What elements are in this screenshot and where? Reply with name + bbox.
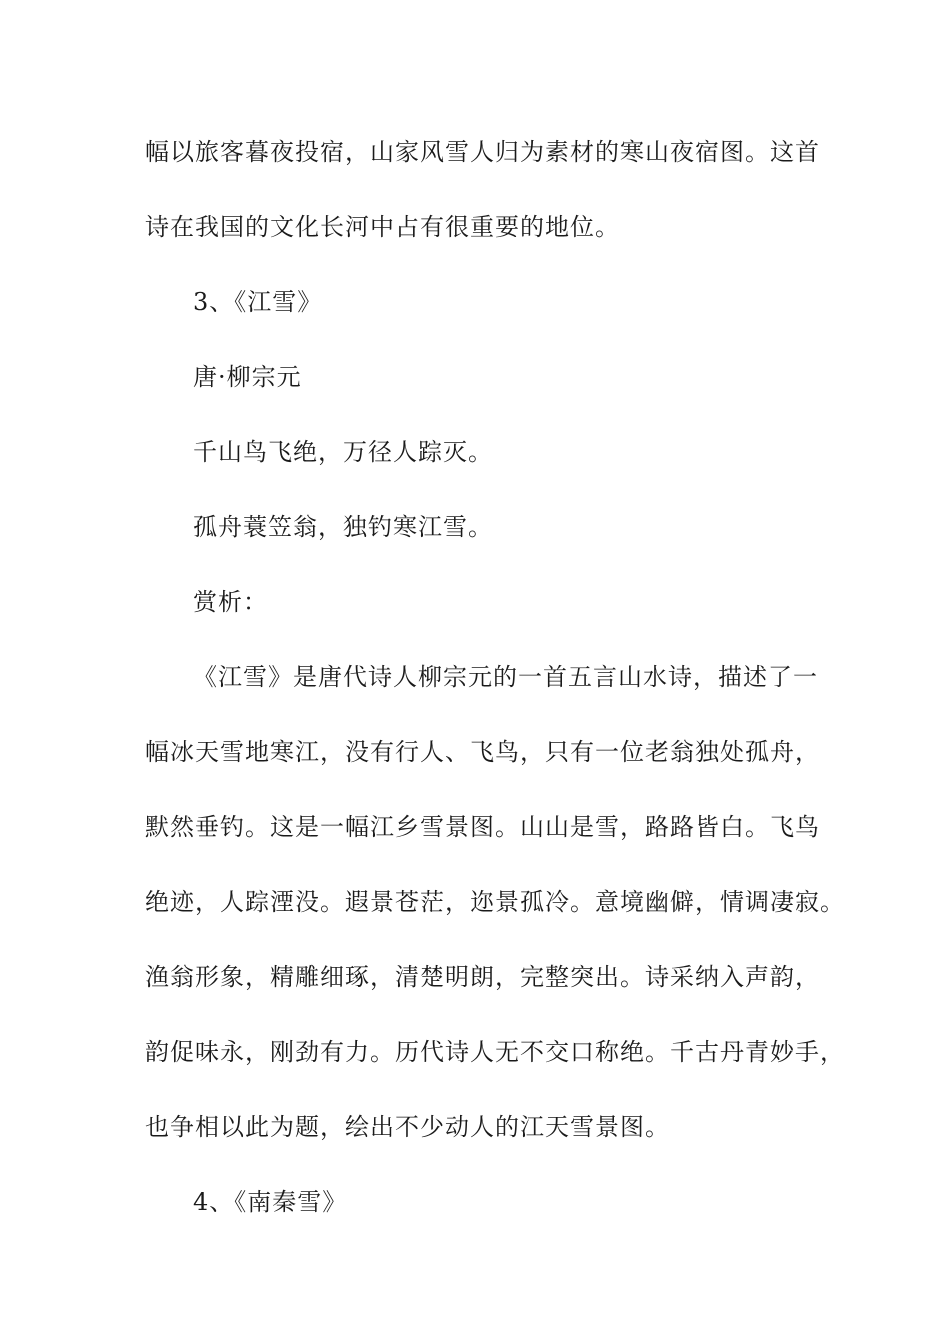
analysis-label: 赏析： — [193, 588, 268, 616]
paragraph-line: 幅冰天雪地寒江，没有行人、飞鸟，只有一位老翁独处孤舟， — [145, 738, 820, 766]
paragraph-line: 诗在我国的文化长河中占有很重要的地位。 — [145, 213, 620, 241]
paragraph-line: 幅以旅客暮夜投宿，山家风雪人归为素材的寒山夜宿图。这首 — [145, 138, 820, 166]
paragraph-line: 也争相以此为题，绘出不少动人的江天雪景图。 — [145, 1113, 670, 1141]
paragraph-line: 韵促味永，刚劲有力。历代诗人无不交口称绝。千古丹青妙手， — [145, 1038, 845, 1066]
paragraph-line: 《江雪》是唐代诗人柳宗元的一首五言山水诗，描述了一 — [193, 663, 818, 691]
poem-line: 千山鸟飞绝，万径人踪灭。 — [193, 438, 493, 466]
section-heading: 4、《南秦雪》 — [193, 1188, 348, 1216]
poem-line: 孤舟蓑笠翁，独钓寒江雪。 — [193, 513, 493, 541]
paragraph-line: 渔翁形象，精雕细琢，清楚明朗，完整突出。诗采纳入声韵， — [145, 963, 820, 991]
poem-author: 唐·柳宗元 — [193, 363, 302, 391]
paragraph-line: 绝迹，人踪湮没。遐景苍茫，迩景孤冷。意境幽僻，情调凄寂。 — [145, 888, 845, 916]
paragraph-line: 默然垂钓。这是一幅江乡雪景图。山山是雪，路路皆白。飞鸟 — [145, 813, 820, 841]
section-heading: 3、《江雪》 — [193, 288, 323, 316]
